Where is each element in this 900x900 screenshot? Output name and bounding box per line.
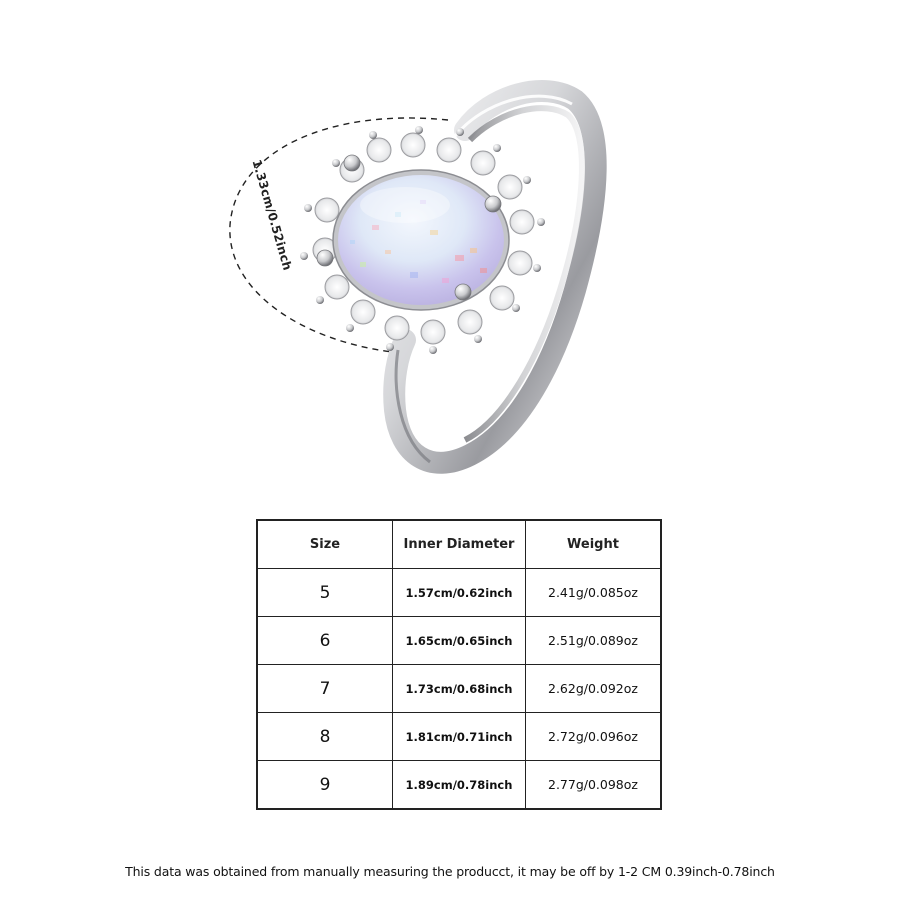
size-chart-table [256,519,662,810]
weight-cell: 2.62g/0.092oz [526,665,662,713]
measurement-disclaimer: This data was obtained from manually measuring the producct, it may be off by 1-2 CM 0.39inch-0.78inch [125,864,775,879]
table-row [257,569,661,617]
table-row [257,617,661,665]
header-weight: Weight [526,520,662,569]
inner-diameter-cell: 1.57cm/0.62inch [393,569,526,617]
table-header-row [257,520,661,569]
header-inner-diameter: Inner Diameter [393,520,526,569]
weight-cell: 2.51g/0.089oz [526,617,662,665]
weight-cell: 2.41g/0.085oz [526,569,662,617]
weight-cell: 2.72g/0.096oz [526,713,662,761]
table-row [257,761,661,810]
size-cell: 7 [257,665,393,713]
table-row [257,665,661,713]
dimension-label: 1.33cm/0.52inch [249,158,295,272]
size-cell: 9 [257,761,393,810]
inner-diameter-cell: 1.89cm/0.78inch [393,761,526,810]
size-cell: 5 [257,569,393,617]
table-row [257,713,661,761]
size-cell: 8 [257,713,393,761]
weight-cell: 2.77g/0.098oz [526,761,662,810]
inner-diameter-cell: 1.73cm/0.68inch [393,665,526,713]
size-cell: 6 [257,617,393,665]
inner-diameter-cell: 1.81cm/0.71inch [393,713,526,761]
header-size: Size [257,520,393,569]
inner-diameter-cell: 1.65cm/0.65inch [393,617,526,665]
